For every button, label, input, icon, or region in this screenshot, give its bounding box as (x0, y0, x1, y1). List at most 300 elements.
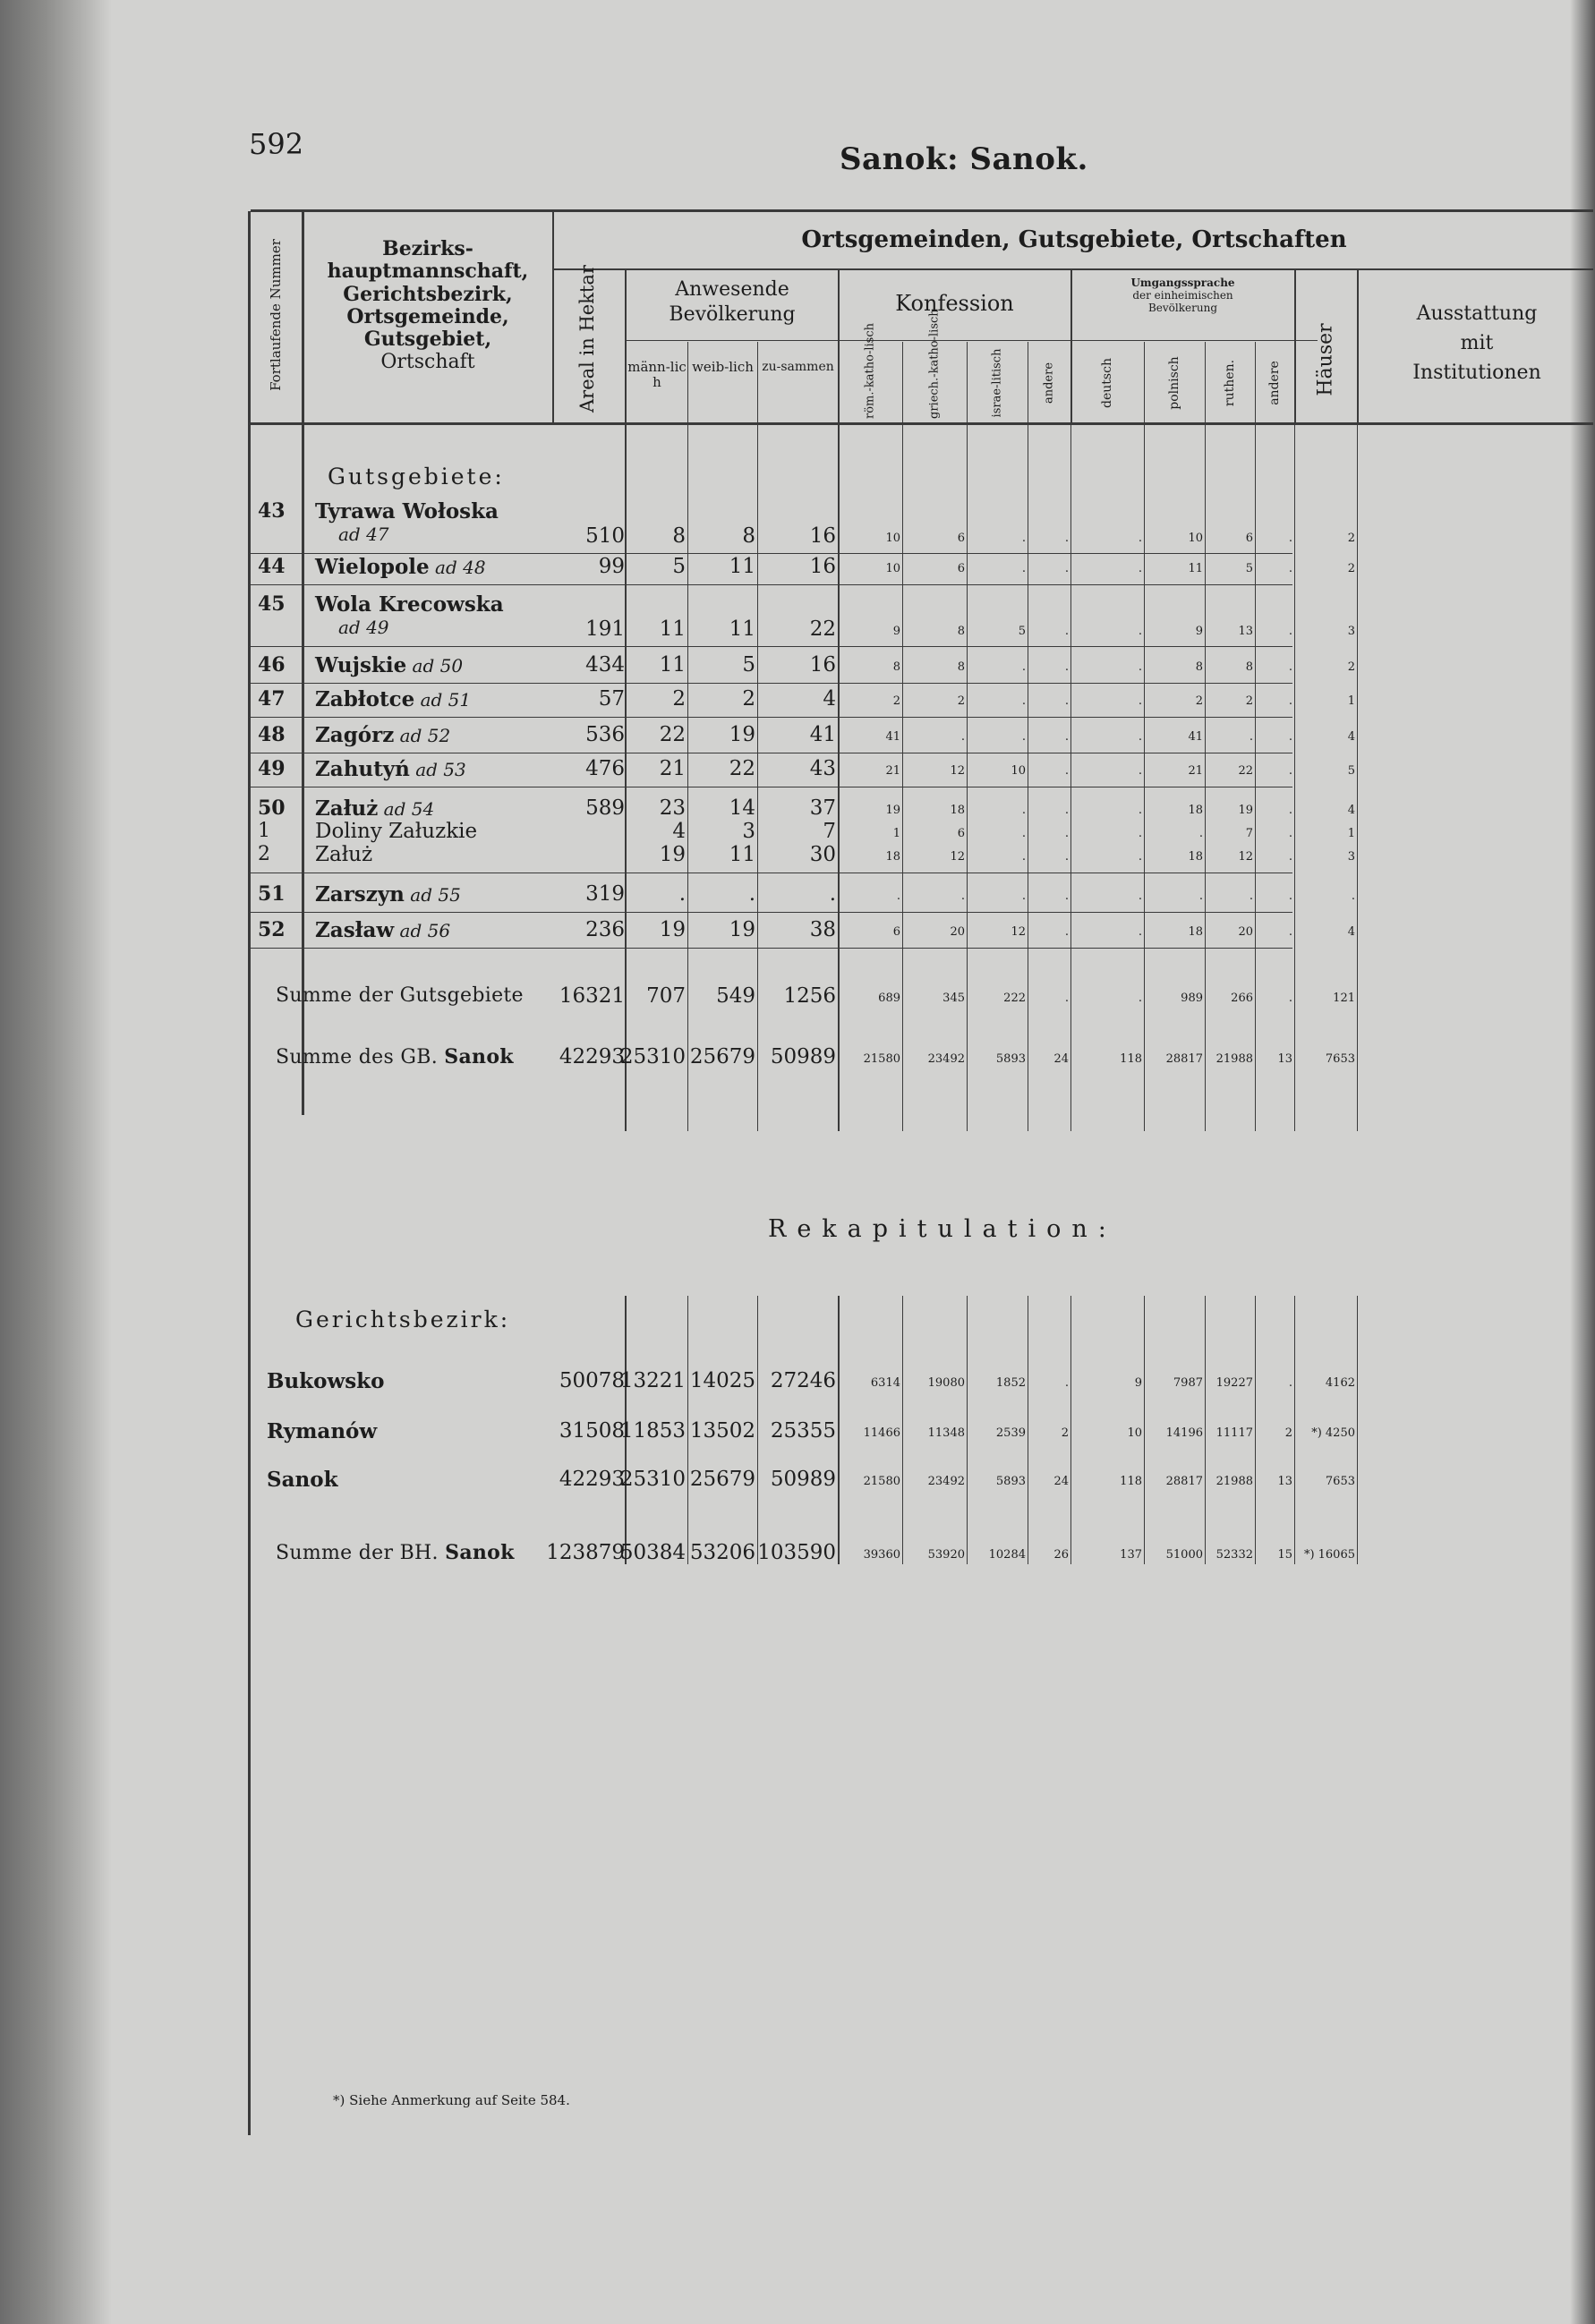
body-rule (1294, 424, 1295, 1131)
rekap-cell-value: *) 4250 (1311, 1426, 1355, 1440)
cell-value: 1 (1347, 694, 1355, 708)
sum-value: 121 (1333, 992, 1355, 1005)
sum-value: 7653 (1325, 1052, 1355, 1066)
cell-value: . (1198, 890, 1203, 903)
cell-value: . (896, 890, 900, 903)
cell-value: 22 (659, 723, 686, 746)
sum-value: 15 (1277, 1548, 1292, 1562)
cell-value: 23 (659, 796, 686, 820)
row-separator (251, 912, 1292, 913)
cell-value: 19 (1238, 804, 1253, 817)
cell-value: 2 (1347, 660, 1355, 674)
rekap-cell-value: 24 (1053, 1475, 1069, 1488)
gerichtsbezirk-name: Rymanów (267, 1419, 378, 1443)
konf-sub-rule-2 (967, 342, 968, 422)
place-name: Zasław (315, 918, 395, 942)
reference-ad: ad 52 (394, 725, 451, 746)
left-margin-rule (248, 211, 251, 2135)
sum-value: . (1288, 992, 1292, 1005)
cell-value: . (1288, 694, 1292, 708)
header-sprache-line-1: Umgangssprache (1130, 277, 1235, 289)
sum-value: 42293 (559, 1045, 625, 1068)
sum-value: 266 (1231, 992, 1253, 1005)
rekap-cell-value: 42293 (559, 1468, 625, 1491)
cell-value: 7 (823, 820, 836, 843)
cell-value: . (1288, 850, 1292, 864)
cell-value: 8 (1245, 660, 1253, 674)
cell-value: 11 (659, 617, 686, 641)
cell-value: 191 (585, 617, 625, 641)
rekap-cell-value: 7653 (1325, 1475, 1355, 1488)
rekap-cell-value: 13502 (689, 1419, 755, 1443)
header-name-line-2: hauptmannschaft, (327, 260, 529, 284)
rekap-cell-value: 25310 (619, 1468, 686, 1491)
header-lfd-nr: Fortlaufende Nummer (268, 239, 284, 391)
cell-value: 2 (1347, 532, 1355, 545)
cell-value: 6 (892, 925, 900, 939)
cell-value: 2 (672, 687, 686, 711)
cell-value: 2 (1245, 694, 1253, 708)
row-separator (251, 717, 1292, 718)
body-rule (1070, 424, 1071, 1131)
cell-value: 2 (892, 694, 900, 708)
cell-value: 2 (1347, 562, 1355, 575)
cell-value: 8 (957, 625, 965, 638)
cell-value: 2 (957, 694, 965, 708)
body-rule (1255, 424, 1256, 1131)
spr-sub-rule-1 (1144, 342, 1145, 422)
row-name (315, 723, 450, 747)
cell-value: . (1021, 730, 1026, 744)
cell-value: 21 (885, 764, 900, 778)
cell-value: 7 (1245, 827, 1253, 840)
name-column-rule (552, 211, 554, 422)
cell-value: 319 (585, 882, 625, 906)
place-name: Wola Krecowska (315, 592, 504, 617)
cell-value: 41 (1188, 730, 1203, 744)
rekap-cell-value: 11348 (927, 1426, 965, 1440)
gerichtsbezirk-name: Sanok (267, 1468, 338, 1492)
sum-label-bold: Sanok (445, 1541, 515, 1564)
cell-value: 43 (809, 757, 836, 780)
rekap-cell-value: 23492 (927, 1475, 965, 1488)
header-roem-kath: röm.-katho-lisch (863, 323, 877, 419)
row-number: 2 (258, 843, 270, 865)
cell-value: 41 (809, 723, 836, 746)
sum-value: 707 (646, 984, 686, 1008)
book-binding-shadow (0, 0, 112, 2324)
cell-value: 19 (659, 843, 686, 866)
cell-value: 11 (659, 653, 686, 677)
reference-ad: ad 54 (378, 798, 435, 820)
row-separator (251, 948, 1292, 949)
cell-value: . (1288, 764, 1292, 778)
place-name: Zabłotce (315, 687, 415, 711)
rekap-rule (838, 1296, 840, 1564)
cell-value: 30 (809, 843, 836, 866)
rekap-cell-value: 11117 (1215, 1426, 1253, 1440)
cell-value: 16 (809, 555, 836, 578)
rekap-cell-value: 4162 (1325, 1376, 1355, 1390)
cell-value: 4 (1347, 804, 1355, 817)
row-name (315, 757, 466, 781)
cell-value: . (1064, 925, 1069, 939)
cell-value: 21 (1188, 764, 1203, 778)
cell-value: 8 (957, 660, 965, 674)
cell-value: 11 (729, 617, 755, 641)
cell-value: 510 (585, 524, 625, 548)
cell-value: . (678, 882, 686, 906)
cell-value: 12 (1011, 925, 1026, 939)
cell-value: . (1138, 827, 1142, 840)
header-bevoelkerung: Anwesende Bevölkerung (669, 278, 796, 326)
running-head: Sanok: Sanok. (840, 141, 1088, 177)
header-sprache-line-3: Bevölkerung (1147, 301, 1217, 314)
header-group-title: Ortsgemeinden, Gutsgebiete, Ortschaften (801, 226, 1347, 253)
rekap-cell-value: 28817 (1165, 1475, 1203, 1488)
cell-value: . (1288, 925, 1292, 939)
sum-value: 24 (1053, 1052, 1069, 1066)
cell-value: 536 (585, 723, 625, 746)
section-gerichtsbezirk: Gerichtsbezirk: (295, 1307, 511, 1332)
body-rule (687, 424, 688, 1131)
place-name: Tyrawa Wołoska (315, 499, 499, 524)
rekap-rule (902, 1296, 903, 1564)
cell-value: 2 (742, 687, 755, 711)
cell-value: 8 (672, 524, 686, 548)
row-name (315, 687, 471, 711)
cell-value: . (1288, 532, 1292, 545)
haeuser-header-rule (1357, 270, 1359, 422)
header-ausstattung-line-2: mit (1460, 332, 1494, 354)
rekap-rule (1294, 1296, 1295, 1564)
sum-value: . (1064, 992, 1069, 1005)
rekap-name (267, 1369, 384, 1393)
reference-ad: ad 53 (409, 759, 466, 780)
row-separator (251, 553, 1292, 554)
body-rule (1357, 424, 1358, 1131)
cell-value: 3 (1347, 625, 1355, 638)
place-name: Wielopole (315, 555, 430, 579)
cell-value: . (829, 882, 836, 906)
sum-value: 53920 (927, 1548, 965, 1562)
row-number: 1 (258, 820, 270, 842)
cell-value: . (1138, 694, 1142, 708)
cell-value: 18 (1188, 804, 1203, 817)
rekap-cell-value: 21580 (863, 1475, 900, 1488)
header-zusammen: zu-sammen (762, 360, 834, 374)
header-konfession: Konfession (895, 291, 1014, 316)
row-separator (251, 584, 1292, 585)
row-number: 51 (258, 882, 286, 906)
row-number: 46 (258, 653, 286, 677)
cell-value: . (1138, 890, 1142, 903)
cell-value: 5 (1018, 625, 1026, 638)
sum-value: 10284 (988, 1548, 1026, 1562)
header-sprache (1072, 277, 1293, 314)
cell-value: . (1021, 694, 1026, 708)
cell-value: . (1249, 730, 1253, 744)
cell-value: 10 (1011, 764, 1026, 778)
cell-value: . (1021, 850, 1026, 864)
reference-ad: ad 56 (394, 920, 451, 941)
place-name: Załuż (315, 796, 379, 821)
sum-value: 689 (878, 992, 900, 1005)
body-rule (625, 424, 627, 1131)
cell-value: 2 (1195, 694, 1203, 708)
place-name: Zahutyń (315, 757, 410, 781)
cell-value: 1 (1347, 827, 1355, 840)
row-number: 49 (258, 757, 286, 780)
rekap-cell-value: 27246 (770, 1369, 836, 1392)
header-areal: Areal in Hektar (576, 265, 598, 413)
reference-ad: ad 55 (404, 884, 461, 906)
rekap-rule (687, 1296, 688, 1564)
cell-value: 12 (1238, 850, 1253, 864)
rekap-rule (1144, 1296, 1145, 1564)
section-gutsgebiete: Gutsgebiete: (328, 464, 505, 489)
cell-value: 19 (729, 723, 755, 746)
body-rule (1144, 424, 1145, 1131)
sum-label: Summe der Gutsgebiete (276, 984, 524, 1007)
sum-value: . (1138, 992, 1142, 1005)
header-spr-andere: andere (1267, 361, 1282, 405)
cell-value: . (1138, 625, 1142, 638)
sum-value: 989 (1181, 992, 1203, 1005)
rekap-rule (1255, 1296, 1256, 1564)
cell-value: 476 (585, 757, 625, 780)
cell-value: 16 (809, 524, 836, 548)
row-number: 44 (258, 555, 286, 578)
cell-value: 16 (809, 653, 836, 677)
cell-value: 4 (1347, 730, 1355, 744)
rekap-cell-value: 21988 (1215, 1475, 1253, 1488)
sum-value: 21580 (863, 1052, 900, 1066)
sum-value: 123879 (546, 1541, 625, 1564)
row-number: 48 (258, 723, 286, 746)
rekap-cell-value: 5893 (995, 1475, 1026, 1488)
cell-value: . (1021, 660, 1026, 674)
cell-value: . (1064, 730, 1069, 744)
cell-value: 10 (885, 562, 900, 575)
cell-value: . (1288, 890, 1292, 903)
row-number: 43 (258, 499, 286, 523)
rekap-cell-value: 2539 (995, 1426, 1026, 1440)
cell-value: 14 (729, 796, 755, 820)
cell-value: . (1249, 890, 1253, 903)
cell-value: . (1064, 660, 1069, 674)
cell-value: . (1138, 925, 1142, 939)
cell-value: 9 (1195, 625, 1203, 638)
row-number: 47 (258, 687, 286, 711)
sum-value: 13 (1277, 1052, 1292, 1066)
rekap-cell-value: 2 (1061, 1426, 1069, 1440)
cell-value: 3 (1347, 850, 1355, 864)
sum-value: 52332 (1215, 1548, 1253, 1562)
body-rule (757, 424, 758, 1131)
cell-value: . (1064, 827, 1069, 840)
sum-value: 50384 (619, 1541, 686, 1564)
header-maennlich: männ-lich (627, 359, 687, 391)
spr-sub-rule-2 (1205, 342, 1206, 422)
row-name (315, 843, 372, 866)
sum-value: 345 (942, 992, 965, 1005)
cell-value: . (1021, 532, 1026, 545)
table-top-rule (251, 209, 1593, 212)
header-ausstattung-line-3: Institutionen (1412, 362, 1541, 384)
cell-value: 5 (672, 555, 686, 578)
cell-value: 20 (950, 925, 965, 939)
rekap-cell-value: 11853 (619, 1419, 686, 1443)
cell-value: 19 (729, 918, 755, 941)
header-ruthenisch: ruthen. (1223, 359, 1237, 407)
cell-value: . (1064, 694, 1069, 708)
cell-value: . (1288, 625, 1292, 638)
sum-value: 39360 (863, 1548, 900, 1562)
cell-value: 12 (950, 850, 965, 864)
cell-value: . (1138, 562, 1142, 575)
cell-value: 37 (809, 796, 836, 820)
reference-ad: ad 48 (429, 557, 486, 578)
cell-value: . (1021, 804, 1026, 817)
cell-value: 20 (1238, 925, 1253, 939)
cell-value: 19 (885, 804, 900, 817)
cell-value: . (1288, 660, 1292, 674)
cell-value: 18 (1188, 850, 1203, 864)
rekap-name (267, 1468, 338, 1492)
cell-value: 6 (957, 532, 965, 545)
cell-value: . (1064, 532, 1069, 545)
row-name (315, 918, 450, 942)
cell-value: . (1138, 532, 1142, 545)
rekap-cell-value: 6314 (870, 1376, 900, 1390)
row-name (315, 820, 477, 843)
rekap-rule (1357, 1296, 1358, 1564)
konf-sub-rule-1 (902, 342, 903, 422)
row-name (315, 592, 504, 638)
rekap-cell-value: . (1064, 1376, 1069, 1390)
rekap-cell-value: 14196 (1165, 1426, 1203, 1440)
spr-header-rule (1294, 270, 1296, 422)
sum-value: 53206 (689, 1541, 755, 1564)
header-name-line-3: Gerichtsbezirk, (343, 282, 513, 306)
sum-value: 23492 (927, 1052, 965, 1066)
sum-value: 118 (1120, 1052, 1142, 1066)
cell-value: 19 (659, 918, 686, 941)
cell-value: . (1021, 890, 1026, 903)
sum-value: 1256 (783, 984, 836, 1008)
sum-value: 137 (1120, 1548, 1142, 1562)
row-separator (251, 683, 1292, 684)
cell-value: 11 (729, 843, 755, 866)
cell-value: 8 (892, 660, 900, 674)
cell-value: . (1064, 625, 1069, 638)
cell-value: . (1021, 827, 1026, 840)
reference-ad: ad 49 (338, 617, 389, 638)
sum-value: 25310 (619, 1045, 686, 1068)
cell-value: 236 (585, 918, 625, 941)
header-polnisch: polnisch (1167, 356, 1181, 410)
group-header-rule (552, 268, 1593, 270)
cell-value: 4 (823, 687, 836, 711)
cell-value: 6 (957, 562, 965, 575)
sum-value: 51000 (1165, 1548, 1203, 1562)
row-name (315, 882, 461, 907)
row-separator (251, 646, 1292, 647)
rekap-rule (1070, 1296, 1071, 1564)
header-ausstattung-line-1: Ausstattung (1416, 302, 1538, 325)
page-number: 592 (249, 127, 304, 161)
rekap-cell-value: 19227 (1215, 1376, 1253, 1390)
header-konf-andere: andere (1042, 362, 1056, 404)
cell-value: . (1138, 730, 1142, 744)
row-number: 52 (258, 918, 286, 941)
cell-value: 18 (885, 850, 900, 864)
body-rule (967, 424, 968, 1131)
sum-value: 26 (1053, 1548, 1069, 1562)
reference-ad: ad 47 (338, 524, 389, 545)
rekap-cell-value: 7987 (1173, 1376, 1203, 1390)
row-name (315, 499, 499, 545)
sum-label: Summe des GB. Sanok (276, 1045, 514, 1068)
rekap-rule (757, 1296, 758, 1564)
body-rule (1205, 424, 1206, 1131)
cell-value: 4 (672, 820, 686, 843)
place-name: Doliny Załuzkie (315, 820, 478, 843)
cell-value: 18 (950, 804, 965, 817)
sum-label: Summe der BH. Sanok (276, 1541, 515, 1564)
cell-value: 99 (598, 555, 625, 578)
rekap-cell-value: 11466 (863, 1426, 900, 1440)
sum-value: 25679 (689, 1045, 755, 1068)
cell-value: 1 (892, 827, 900, 840)
cell-value: . (1021, 562, 1026, 575)
cell-value: 11 (1188, 562, 1203, 575)
sum-value: *) 16065 (1303, 1548, 1355, 1562)
rekap-cell-value: 19080 (927, 1376, 965, 1390)
header-deutsch: deutsch (1100, 358, 1114, 408)
cell-value: . (1138, 660, 1142, 674)
cell-value: 22 (809, 617, 836, 641)
row-number: 50 (258, 796, 286, 820)
cell-value: 5 (1245, 562, 1253, 575)
rekap-name (267, 1419, 377, 1443)
cell-value: . (1351, 890, 1355, 903)
rekap-cell-value: 13221 (619, 1369, 686, 1392)
sum-value: 16321 (559, 984, 625, 1008)
reference-ad: ad 51 (414, 689, 472, 711)
reference-ad: ad 50 (406, 655, 464, 677)
cell-value: . (1138, 850, 1142, 864)
cell-value: 22 (729, 757, 755, 780)
header-name-line-1: Bezirks- (382, 237, 473, 260)
cell-value: 13 (1238, 625, 1253, 638)
rekap-cell-value: 1852 (995, 1376, 1026, 1390)
cell-value: 589 (585, 796, 625, 820)
cell-value: . (1288, 562, 1292, 575)
header-israelitisch: israe-litisch (990, 348, 1004, 418)
header-bottom-rule (251, 422, 1593, 425)
cell-value: 8 (1195, 660, 1203, 674)
rekap-cell-value: 10 (1127, 1426, 1142, 1440)
rekap-cell-value: 9 (1134, 1376, 1142, 1390)
cell-value: 4 (1347, 925, 1355, 939)
cell-value: 3 (742, 820, 755, 843)
rekap-cell-value: 14025 (689, 1369, 755, 1392)
sum-value: 28817 (1165, 1052, 1203, 1066)
spr-sub-rule-3 (1255, 342, 1256, 422)
header-weiblich: weib-lich (692, 359, 754, 375)
